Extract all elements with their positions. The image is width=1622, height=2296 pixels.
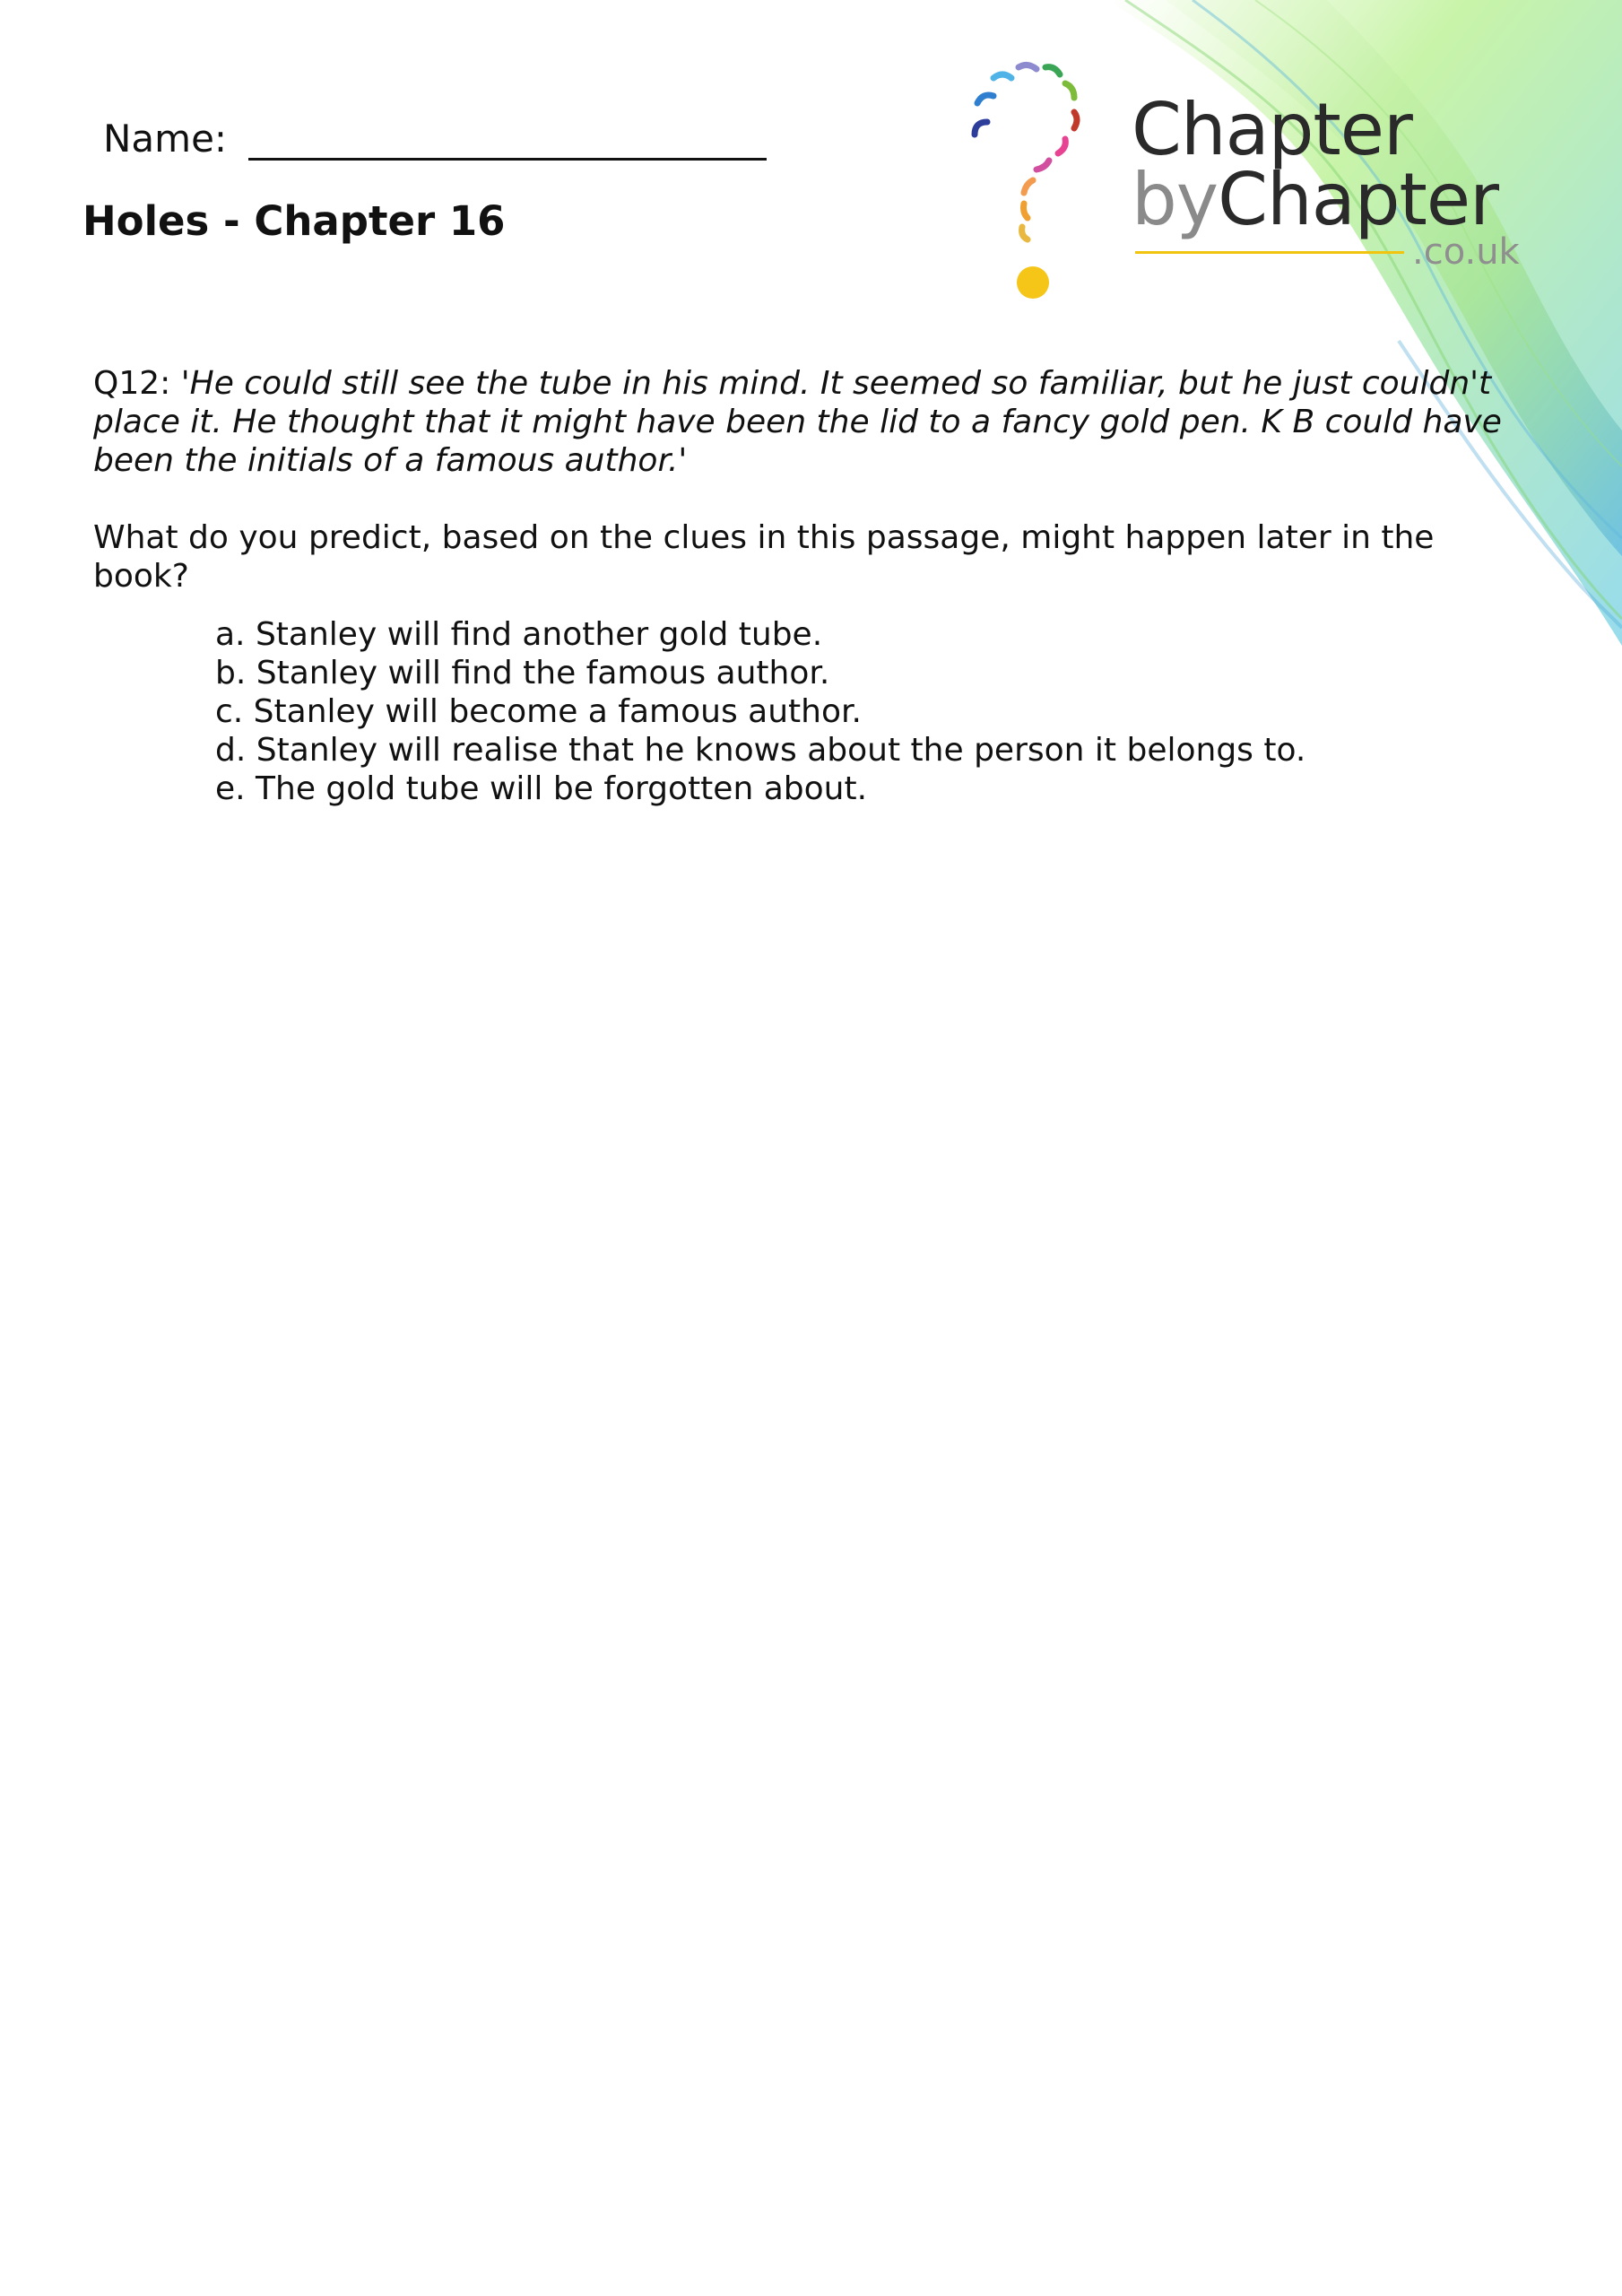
logo-text-by-chapter	[1132, 158, 1498, 241]
answer-option-a: a. Stanley will find another gold tube.	[215, 616, 823, 653]
name-field	[103, 115, 767, 161]
name-blank-line	[248, 115, 767, 161]
question-quote: 'He could still see the tube in his mind. It seemed so familiar, but he just couldn't place it. He thought that it might have been the lid to a fancy gold pen. K B could have been the initials of a famous author.'	[93, 365, 1502, 479]
question-number: Q12:	[93, 365, 171, 402]
page-title: Holes - Chapter 16	[82, 197, 506, 245]
logo-domain: .co.uk	[1412, 231, 1520, 273]
logo-text-chapter-2: Chapter	[1218, 158, 1498, 241]
name-label: Name:	[103, 117, 228, 161]
answer-option-e: e. The gold tube will be forgotten about.	[215, 770, 868, 807]
answer-option-b: b. Stanley will find the famous author.	[215, 655, 830, 691]
answer-option-d: d. Stanley will realise that he knows about the person it belongs to.	[215, 732, 1306, 769]
question-mark-of-books-icon	[959, 49, 1121, 318]
answer-option-c: c. Stanley will become a famous author.	[215, 693, 862, 730]
chapter-by-chapter-logo	[959, 49, 1533, 318]
logo-text-chapter: Chapter	[1132, 88, 1412, 171]
logo-underline	[1135, 251, 1404, 254]
logo-text-by: by	[1132, 158, 1219, 241]
question-prompt: What do you predict, based on the clues in this passage, might happen later in the book?	[93, 519, 1435, 595]
answer-options	[215, 615, 1305, 808]
question-passage	[93, 364, 1546, 480]
